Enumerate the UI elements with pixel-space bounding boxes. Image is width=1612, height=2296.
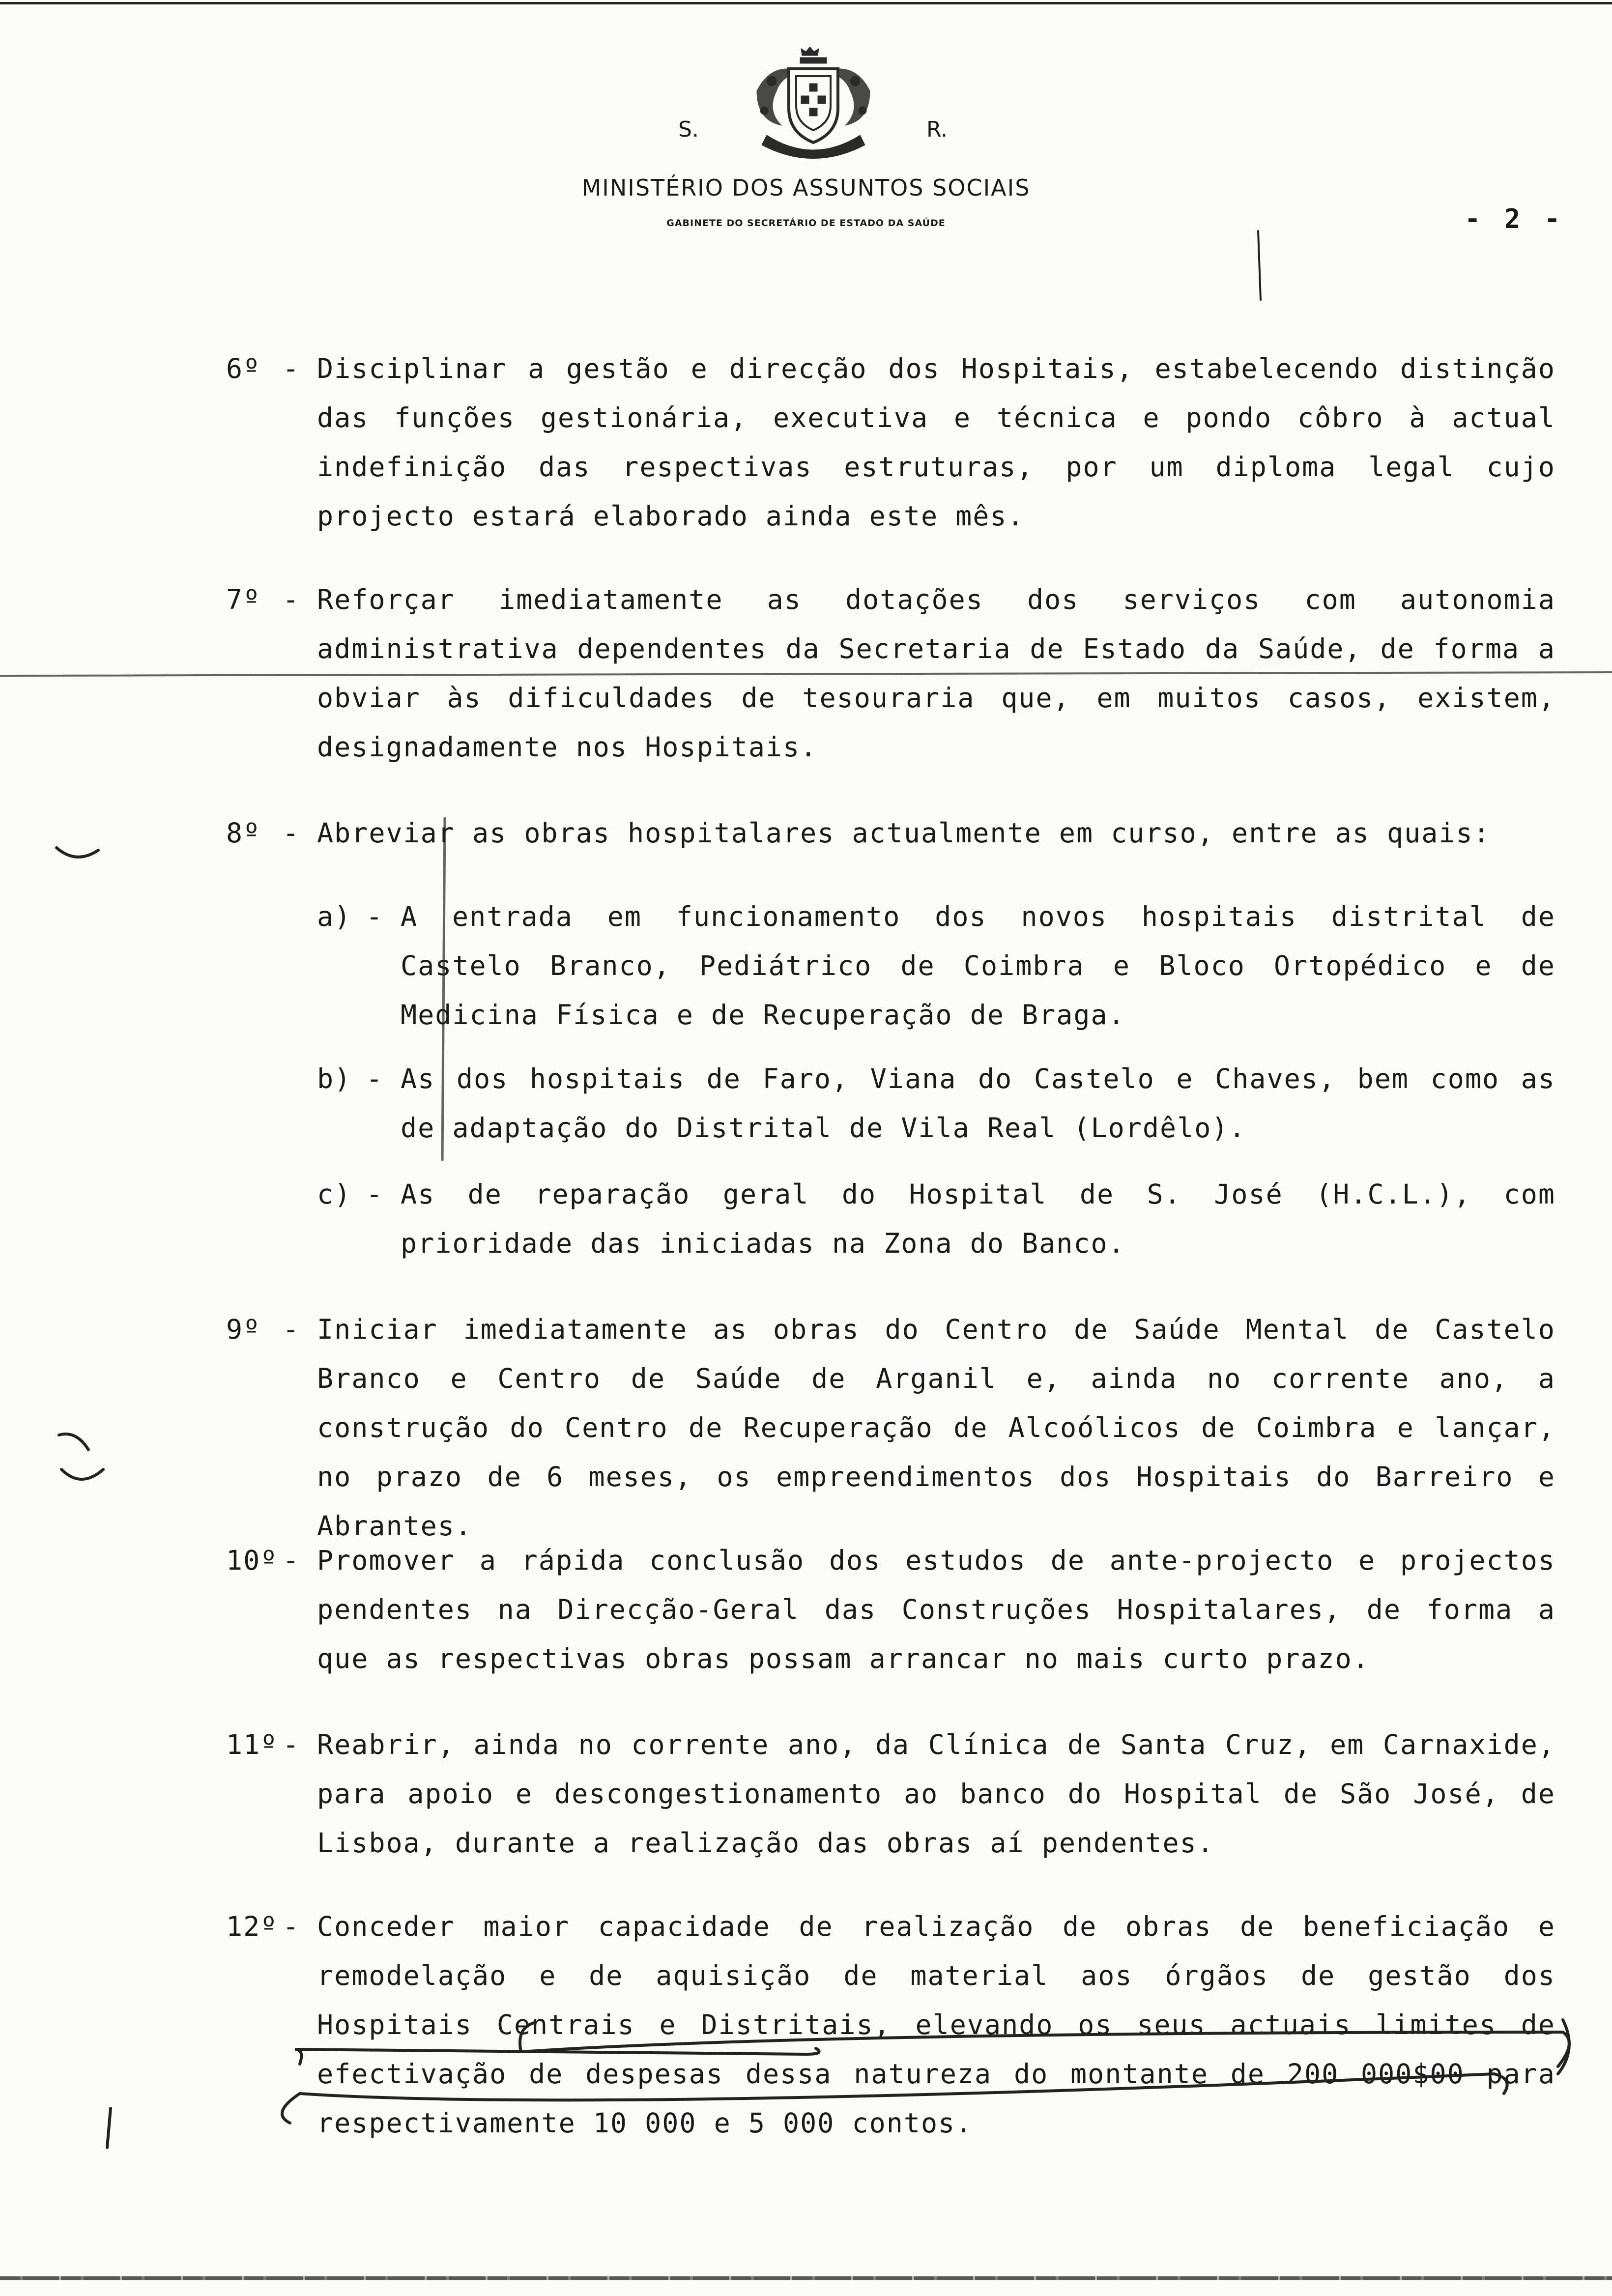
item-text: Iniciar imediatamente as obras do Centro de Saúde Mental de Castelo Branco e Centro de Saúde de Arganil e, ainda no corrente ano, a construção do Centro de Recuperação de Alcoólicos de Coimbra e lançar, no prazo de 6 meses, os empreendimentos dos Hospitais do Barreiro e Abrantes. (317, 1314, 1555, 1542)
item-dash: - (283, 1314, 300, 1345)
item-text: Reforçar imediatamente as dotações dos serviços com autonomia administrativa dependentes da Secretaria de Estado da Saúde, de forma a obviar às dificuldades de tesouraria que, em muitos casos, existem, designadamente nos Hospitais. (317, 584, 1555, 763)
letterhead-r: R. (926, 117, 948, 142)
item-dash: - (283, 1545, 300, 1576)
ministry-title: MINISTÉRIO DOS ASSUNTOS SOCIAIS (581, 174, 1031, 201)
item-number: 6º (226, 353, 261, 384)
item-text: Conceder maior capacidade de realização de obras de beneficiação e remodelação e de aquisição de material aos órgãos de gestão dos Hospitais Centrais e Distritais, elevando os seus actuais limites de efectivação de despesas dessa natureza do montante de 200 000$00 para respectivamente 10 000 e 5 000 contos. (317, 1911, 1555, 2139)
item-dash: - (283, 353, 300, 384)
item-text: Promover a rápida conclusão dos estudos de ante-projecto e projectos pendentes na Direcção-Geral das Construções Hospitalares, de forma a que as respectivas obras possam arrancar no mais curto prazo. (317, 1545, 1555, 1674)
letterhead-s: S. (678, 117, 699, 142)
subitem-text: A entrada em funcionamento dos novos hospitais distrital de Castelo Branco, Pediátrico de Coimbra e Bloco Ortopédico e de Medicina Física e de Recuperação de Braga. (401, 901, 1555, 1031)
item-number: 7º (226, 584, 261, 615)
item-number: 11º (226, 1729, 278, 1760)
subitem-dash: - (366, 1178, 384, 1210)
item-number: 9º (226, 1314, 261, 1345)
gabinete-subtitle: GABINETE DO SECRETÁRIO DE ESTADO DA SAÚDE (666, 218, 946, 229)
item-dash: - (283, 1911, 300, 1942)
item-text: Disciplinar a gestão e direcção dos Hospitais, estabelecendo distinção das funções gestionária, executiva e técnica e pondo côbro à actual indefinição das respectivas estruturas, por um diploma legal cujo projecto estará elaborado ainda este mês. (317, 353, 1555, 532)
page-number: - 2 - (1465, 203, 1564, 234)
item-number: 12º (226, 1911, 278, 1942)
item-number: 10º (226, 1545, 278, 1576)
item-number: 8º (226, 817, 261, 849)
subitem-label: c) (317, 1178, 352, 1210)
subitem-text: As dos hospitais de Faro, Viana do Castelo e Chaves, bem como as de adaptação do Distrital de Vila Real (Lordêlo). (401, 1063, 1555, 1144)
item-text: Abreviar as obras hospitalares actualmente em curso, entre as quais: (317, 817, 1491, 849)
subitem-label: a) (317, 901, 352, 932)
item-dash: - (283, 584, 300, 615)
item-dash: - (283, 1729, 300, 1760)
subitem-text: As de reparação geral do Hospital de S. José (H.C.L.), com prioridade das iniciadas na Zona do Banco. (401, 1178, 1555, 1259)
item-text: Reabrir, ainda no corrente ano, da Clínica de Santa Cruz, em Carnaxide, para apoio e descongestionamento ao banco do Hospital de São José, de Lisboa, durante a realização das obras aí pendentes. (317, 1729, 1555, 1859)
coat-of-arms-emblem (737, 47, 890, 165)
bottom-scan-edge (0, 2276, 1612, 2280)
subitem-label: b) (317, 1063, 352, 1094)
item-dash: - (283, 817, 300, 849)
subitem-dash: - (366, 1063, 384, 1094)
letterhead (0, 0, 1612, 275)
subitem-dash: - (366, 901, 384, 932)
